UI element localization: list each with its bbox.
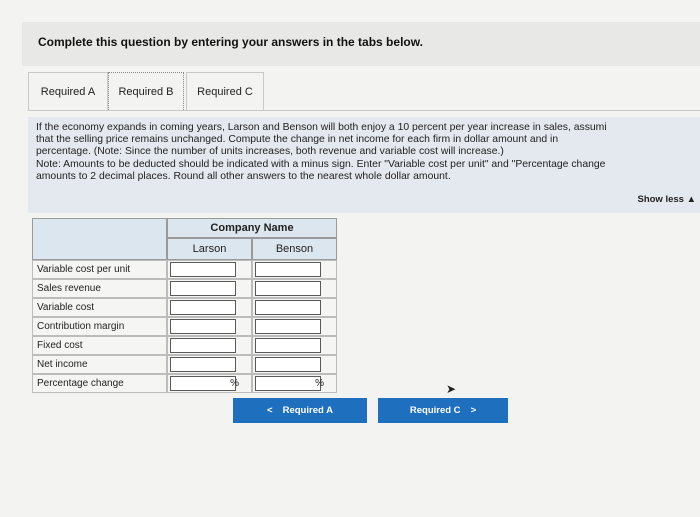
- table-cell: [167, 355, 252, 374]
- benson-variable-cost-input[interactable]: [255, 300, 321, 315]
- table-corner-header: [32, 218, 167, 260]
- table-cell: [252, 298, 337, 317]
- larson-percentage-change-input[interactable]: [170, 376, 236, 391]
- company-name-header: Company Name: [167, 218, 337, 238]
- larson-fixed-cost-input[interactable]: [170, 338, 236, 353]
- table-cell: [252, 260, 337, 279]
- table-cell: [167, 260, 252, 279]
- benson-fixed-cost-input[interactable]: [255, 338, 321, 353]
- benson-net-income-input[interactable]: [255, 357, 321, 372]
- tab-required-c[interactable]: Required C: [186, 72, 264, 110]
- table-cell: [252, 374, 337, 393]
- row-label-net-income: Net income: [32, 355, 167, 374]
- table-cell: [167, 336, 252, 355]
- next-button-label: Required C: [409, 405, 461, 416]
- row-label-fixed-cost: Fixed cost: [32, 336, 167, 355]
- column-header-benson: Benson: [252, 238, 337, 260]
- show-less-toggle[interactable]: Show less ▲: [637, 194, 696, 205]
- prev-required-a-button[interactable]: [233, 398, 367, 423]
- larson-contribution-margin-input[interactable]: [170, 319, 236, 334]
- benson-contribution-margin-input[interactable]: [255, 319, 321, 334]
- tab-divider: [28, 110, 700, 111]
- table-cell: [167, 374, 252, 393]
- question-header: [22, 22, 700, 66]
- larson-variable-cost-per-unit-input[interactable]: [170, 262, 236, 277]
- row-label-variable-cost-per-unit: Variable cost per unit: [32, 260, 167, 279]
- chevron-right-icon: >: [470, 405, 477, 416]
- table-cell: [252, 279, 337, 298]
- larson-sales-revenue-input[interactable]: [170, 281, 236, 296]
- table-cell: [252, 336, 337, 355]
- larson-net-income-input[interactable]: [170, 357, 236, 372]
- next-required-c-button[interactable]: [378, 398, 508, 423]
- benson-percentage-change-input[interactable]: [255, 376, 321, 391]
- row-label-contribution-margin: Contribution margin: [32, 317, 167, 336]
- table-cell: [167, 317, 252, 336]
- table-cell: [167, 279, 252, 298]
- percent-sign: %: [230, 378, 239, 389]
- larson-variable-cost-input[interactable]: [170, 300, 236, 315]
- table-cell: [167, 298, 252, 317]
- column-header-larson: Larson: [167, 238, 252, 260]
- benson-variable-cost-per-unit-input[interactable]: [255, 262, 321, 277]
- row-label-variable-cost: Variable cost: [32, 298, 167, 317]
- question-title: Complete this question by entering your answers in the tabs below.: [38, 35, 423, 49]
- table-cell: [252, 317, 337, 336]
- percent-sign: %: [315, 378, 324, 389]
- tab-required-b[interactable]: Required B: [108, 72, 184, 110]
- prev-button-label: Required A: [282, 405, 333, 416]
- row-label-sales-revenue: Sales revenue: [32, 279, 167, 298]
- instructions-panel: [28, 117, 700, 213]
- tab-required-a[interactable]: Required A: [28, 72, 108, 110]
- instructions-text: If the economy expands in coming years, Larson and Benson will both enjoy a 10 percent per year increase in sales, assumi that the selling price remains unchanged. Compute the change in net income for each firm in dollar amount and in percentage. (Note: Since the number of units increases, both revenue and variable cost will increase.) Note: Amounts to be deducted should be indicated with a minus sign. Enter "Variable cost per unit" and "Percentage change amounts to 2 decimal places. Round all other answers to the nearest whole dollar amount.: [36, 122, 607, 182]
- benson-sales-revenue-input[interactable]: [255, 281, 321, 296]
- mouse-pointer-icon: ➤: [446, 382, 457, 396]
- chevron-left-icon: <: [267, 405, 273, 416]
- row-label-percentage-change: Percentage change: [32, 374, 167, 393]
- table-cell: [252, 355, 337, 374]
